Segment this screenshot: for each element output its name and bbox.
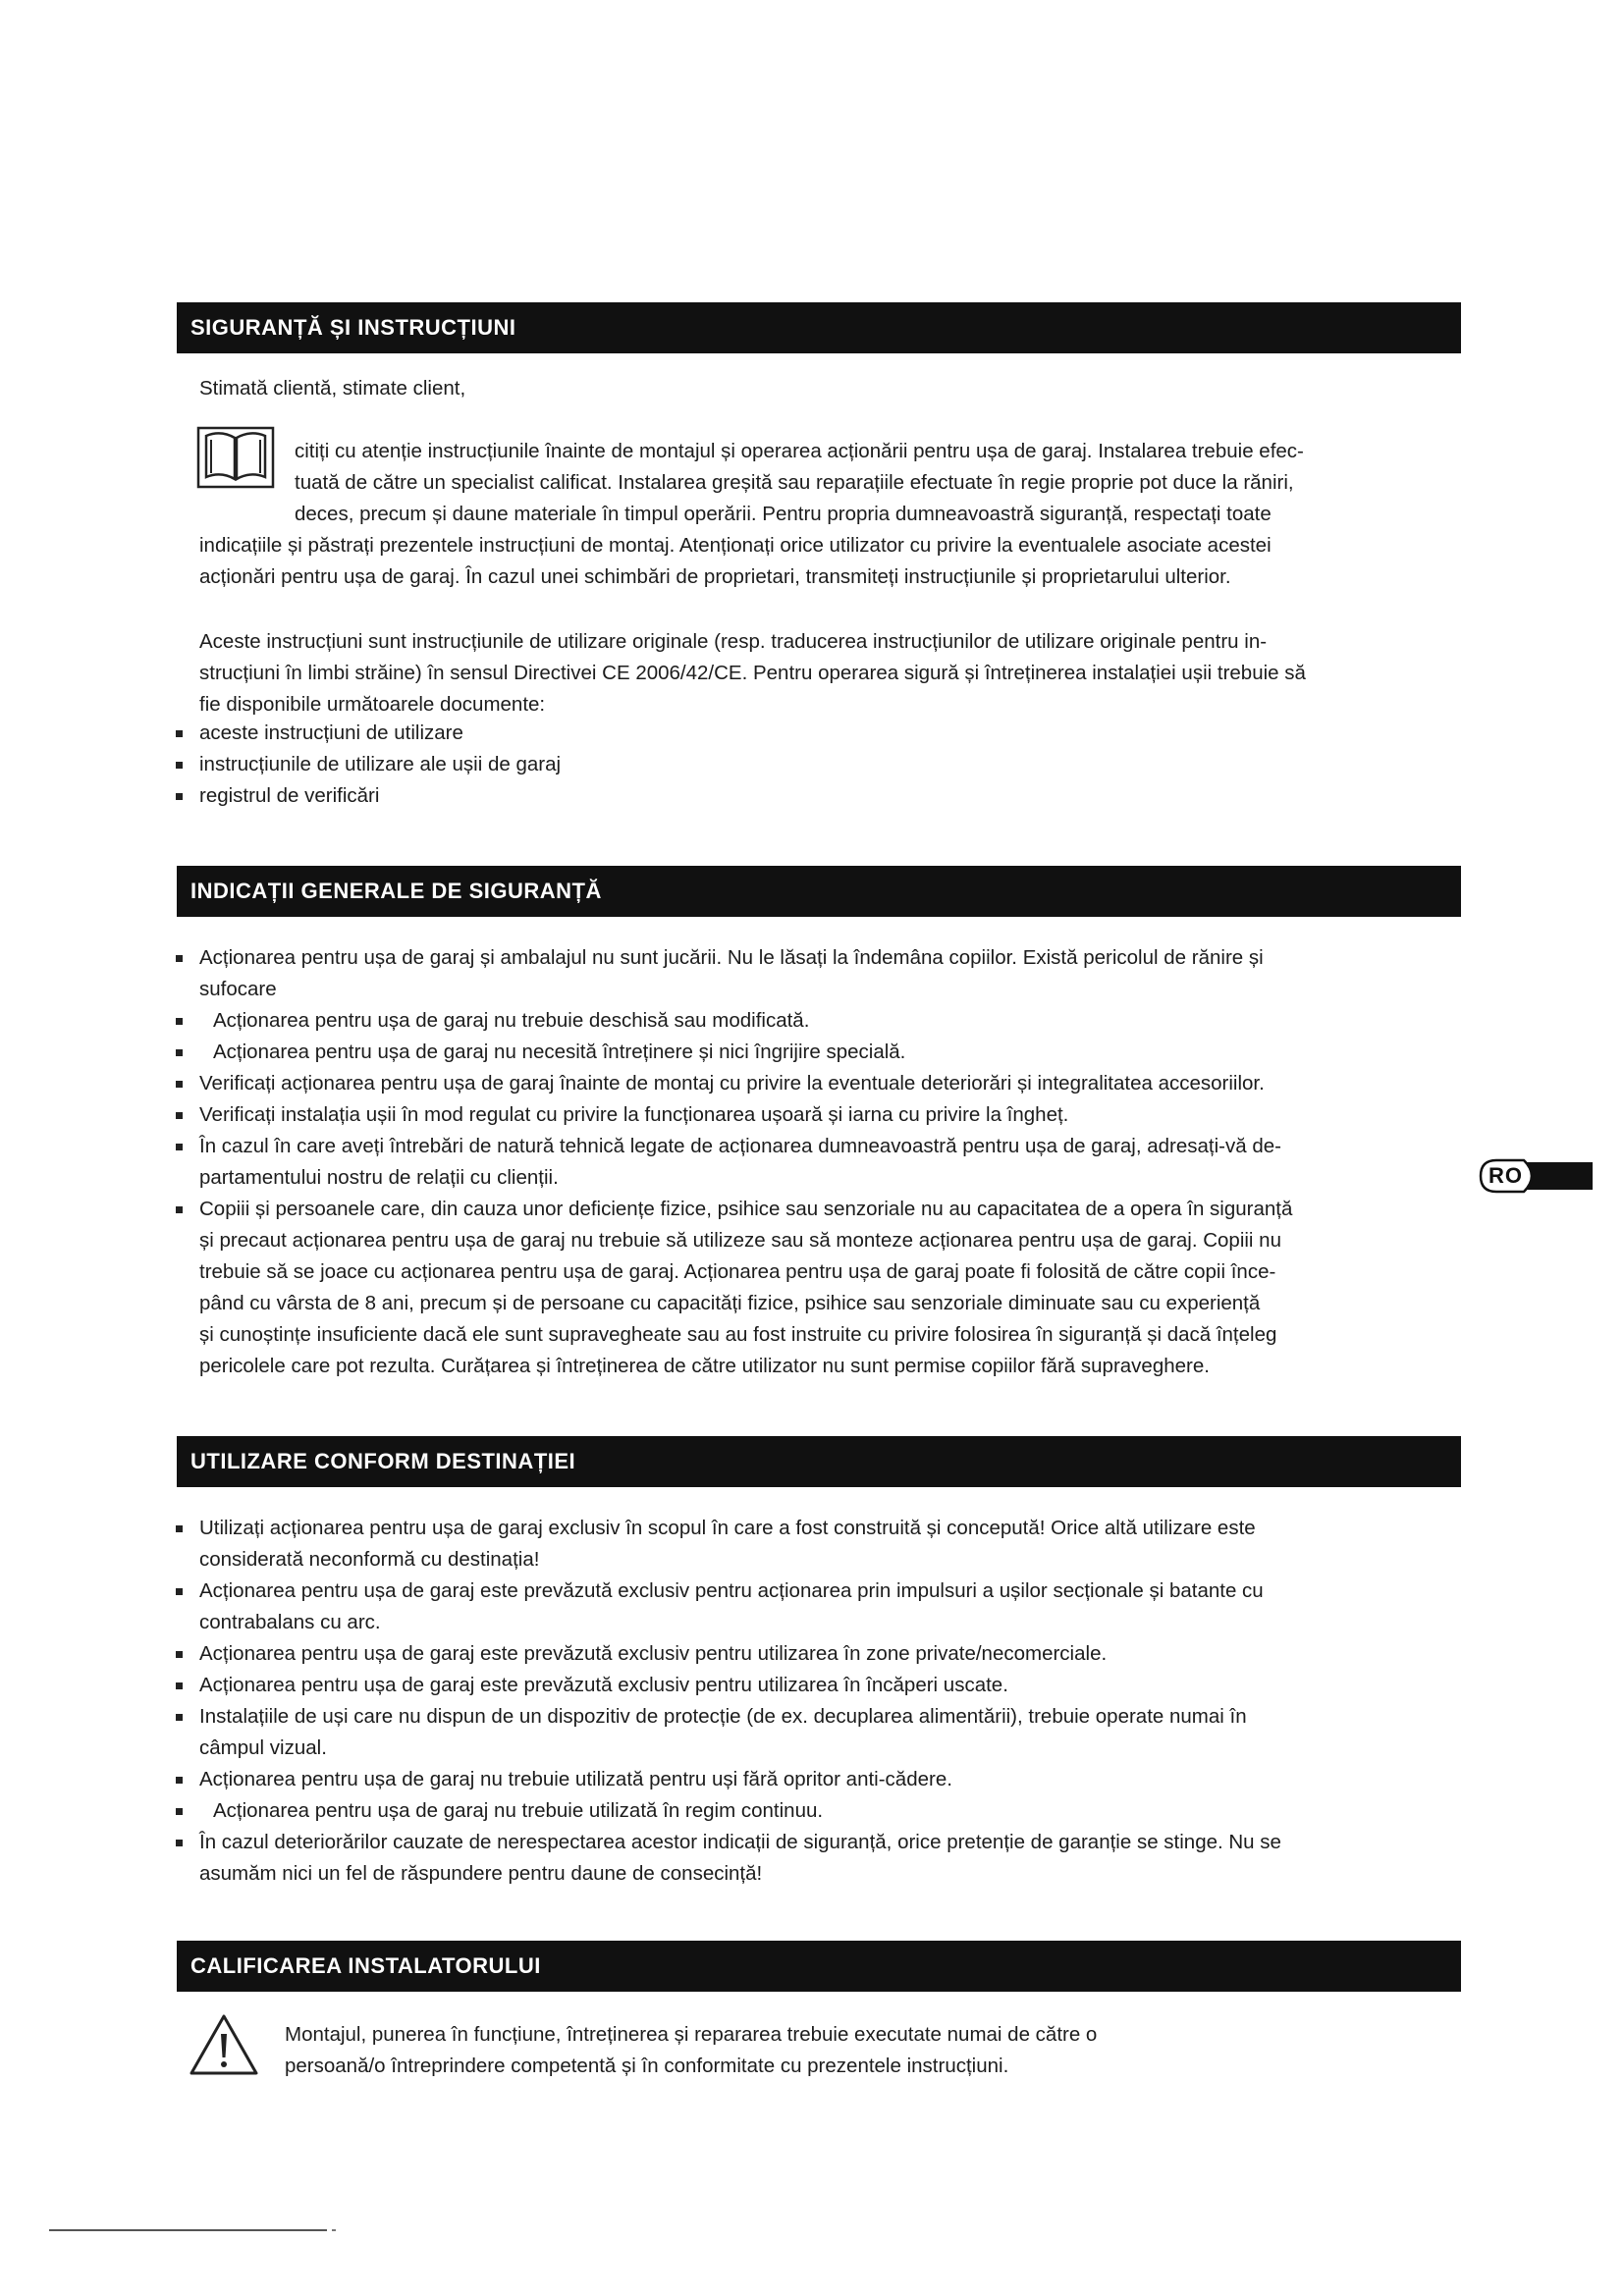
documents-list — [174, 718, 1450, 812]
list-item: Verificați instalația ușii în mod regulat cu privire la funcționarea ușoară și iarna cu privire la îngheț. — [174, 1099, 1450, 1131]
list-item: Acționarea pentru ușa de garaj nu trebuie utilizată în regim continuu. — [174, 1795, 1450, 1827]
intro-line: indicațiile și păstrați prezentele instrucțiuni de montaj. Atenționați orice utilizator cu privire la eventualele asociate acestei — [199, 534, 1272, 557]
language-tab — [1479, 1158, 1593, 1194]
docs-line: strucțiuni în limbi străine) în sensul Directivei CE 2006/42/CE. Pentru operarea sigură și întreținerea instalației ușii trebuie să — [199, 662, 1306, 684]
list-item: Acționarea pentru ușa de garaj nu trebuie deschisă sau modificată. — [174, 1005, 1450, 1037]
docs-line: Aceste instrucțiuni sunt instrucțiunile de utilizare originale (resp. traducerea instrucțiunilor de utilizare originale pentru in- — [199, 630, 1268, 653]
intro-line: deces, precum și daune materiale în timpul operării. Pentru propria dumneavoastră siguranță, respectați toate — [295, 503, 1272, 525]
list-item: În cazul în care aveți întrebări de natură tehnică legate de acționarea dumneavoastră pentru ușa de garaj, adresați-vă de- partamentului nostru de relații cu clienții. — [174, 1131, 1450, 1194]
list-item: aceste instrucțiuni de utilizare — [174, 718, 1450, 749]
intro-line: acționări pentru ușa de garaj. În cazul unei schimbări de proprietari, transmiteți instrucțiunile și proprietarului ulterior. — [199, 565, 1231, 588]
book-icon — [196, 426, 275, 489]
general-safety-list — [174, 942, 1450, 1382]
intro-line: citiți cu atenție instrucțiunile înainte de montajul și operarea acționării pentru ușa de garaj. Instalarea trebuie efec- — [295, 440, 1304, 462]
section-header-general-safety: INDICAȚII GENERALE DE SIGURANȚĂ — [177, 866, 1461, 917]
list-item: Copiii și persoanele care, din cauza unor deficiențe fizice, psihice sau senzoriale nu au capacitatea de a opera în siguranță și precaut acționarea pentru ușa de garaj nu trebuie să utilizeze sau să monteze acționarea pentru ușa de garaj. Copiii nu trebuie să se joace cu acționarea pentru ușa de garaj. Acționarea pentru ușa de garaj poate fi folosită de către copii înce- pând cu vârsta de 8 ani, precum și de persoane cu capacități fizice, psihice sau senzoriale diminuate sau cu experiență și cunoștințe insuficiente dacă ele sunt supravegheate sau au fost instruite cu privire folosirea în siguranță și dacă înțeleg pericolele care pot rezulta. Curățarea și întreținerea de către utilizator nu sunt permise copiilor fără supraveghere. — [174, 1194, 1450, 1382]
list-item: registrul de verificări — [174, 780, 1450, 812]
list-item: Acționarea pentru ușa de garaj este prevăzută exclusiv pentru utilizarea în încăperi uscate. — [174, 1670, 1450, 1701]
list-item: Acționarea pentru ușa de garaj este prevăzută exclusiv pentru utilizarea în zone private/necomerciale. — [174, 1638, 1450, 1670]
installer-line: persoană/o întreprindere competentă și în conformitate cu prezentele instrucțiuni. — [285, 2055, 1009, 2077]
intended-use-list — [174, 1513, 1450, 1890]
list-item: instrucțiunile de utilizare ale ușii de garaj — [174, 749, 1450, 780]
warning-triangle-icon — [189, 2012, 259, 2077]
list-item: Verificați acționarea pentru ușa de garaj înainte de montaj cu privire la eventuale deteriorări și integralitatea accesoriilor. — [174, 1068, 1450, 1099]
installer-line: Montajul, punerea în funcțiune, întreținerea și repararea trebuie executate numai de către o — [285, 2023, 1098, 2046]
intro-line: tuată de către un specialist calificat. Instalarea greșită sau reparațiile efectuate în regie proprie pot duce la răniri, — [295, 471, 1294, 494]
section-header-safety: SIGURANȚĂ ȘI INSTRUCȚIUNI — [177, 302, 1461, 353]
list-item: Utilizați acționarea pentru ușa de garaj exclusiv în scopul în care a fost construită și concepută! Orice altă utilizare este considerată neconformă cu destinația! — [174, 1513, 1450, 1575]
list-item: Instalațiile de uși care nu dispun de un dispozitiv de protecție (de ex. decuplarea alimentării), trebuie operate numai în câmpul vizual. — [174, 1701, 1450, 1764]
docs-line: fie disponibile următoarele documente: — [199, 693, 546, 716]
language-label: RO — [1489, 1163, 1523, 1188]
footer-mark — [332, 2229, 336, 2231]
section-header-installer: CALIFICAREA INSTALATORULUI — [177, 1941, 1461, 1992]
list-item: Acționarea pentru ușa de garaj și ambalajul nu sunt jucării. Nu le lăsați la îndemâna copiilor. Există pericolul de rănire și sufocare — [174, 942, 1450, 1005]
list-item: Acționarea pentru ușa de garaj nu trebuie utilizată pentru uși fără opritor anti-cădere. — [174, 1764, 1450, 1795]
section-header-intended-use: UTILIZARE CONFORM DESTINAȚIEI — [177, 1436, 1461, 1487]
list-item: În cazul deteriorărilor cauzate de nerespectarea acestor indicații de siguranță, orice pretenție de garanție se stinge. Nu se asumăm nici un fel de răspundere pentru daune de consecință! — [174, 1827, 1450, 1890]
greeting: Stimată clientă, stimate client, — [199, 377, 466, 400]
list-item: Acționarea pentru ușa de garaj nu necesită întreținere și nici îngrijire specială. — [174, 1037, 1450, 1068]
footer-rule — [49, 2229, 327, 2231]
list-item: Acționarea pentru ușa de garaj este prevăzută exclusiv pentru acționarea prin impulsuri a ușilor secționale și batante cu contrabalans cu arc. — [174, 1575, 1450, 1638]
